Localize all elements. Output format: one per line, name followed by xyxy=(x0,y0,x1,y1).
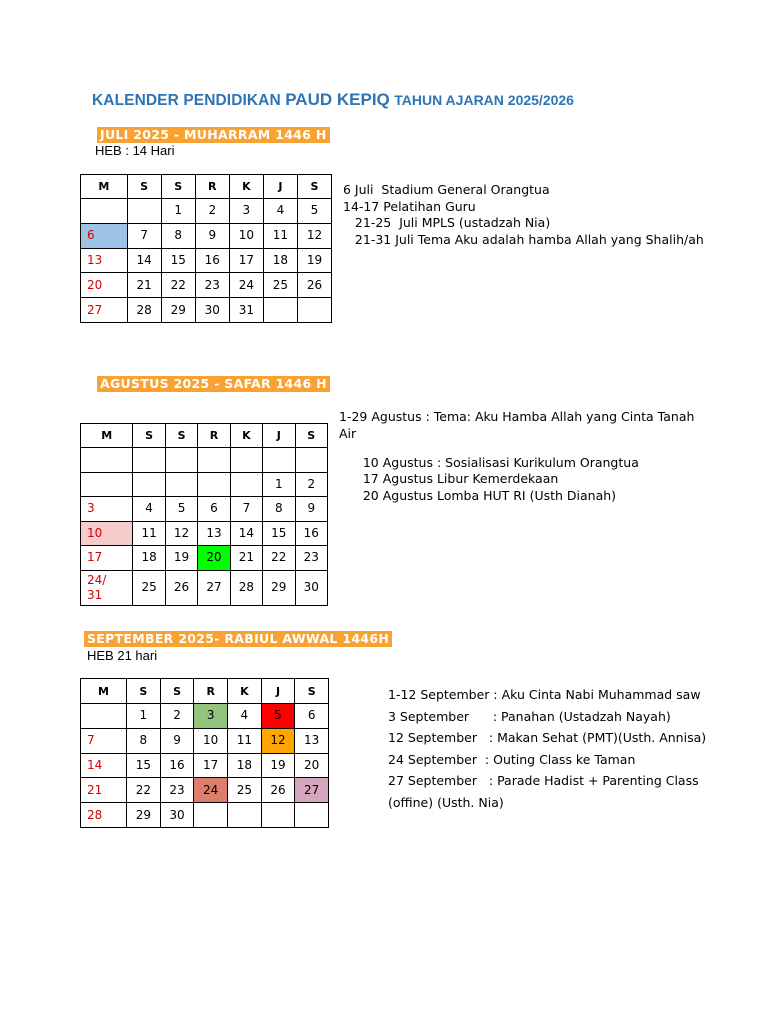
day-cell xyxy=(228,803,262,828)
day-cell xyxy=(263,448,295,473)
day-cell: 9 xyxy=(195,223,229,248)
weekday-header: R xyxy=(195,175,229,199)
day-cell xyxy=(127,199,161,224)
day-cell: 28 xyxy=(230,570,262,605)
note-line: 21-25 Juli MPLS (ustadzah Nia) xyxy=(343,215,551,230)
day-cell: 10 xyxy=(229,223,263,248)
day-cell: 6 xyxy=(81,223,128,248)
day-cell: 23 xyxy=(160,778,194,803)
day-cell: 22 xyxy=(161,273,195,298)
day-cell: 1 xyxy=(161,199,195,224)
day-cell: 9 xyxy=(160,728,194,753)
day-cell: 30 xyxy=(195,298,229,323)
notes-august xyxy=(339,409,694,504)
weekday-header: S xyxy=(127,175,161,199)
day-cell xyxy=(194,803,228,828)
day-cell xyxy=(295,448,327,473)
weekday-header: S xyxy=(127,679,161,704)
title-part-3: TAHUN AJARAN 2025/2026 xyxy=(394,92,574,108)
day-cell: 7 xyxy=(230,497,262,522)
day-cell: 21 xyxy=(81,778,127,803)
day-cell: 2 xyxy=(295,472,327,497)
day-cell: 26 xyxy=(297,273,331,298)
day-cell: 31 xyxy=(229,298,263,323)
week-row xyxy=(81,546,328,571)
day-cell: 17 xyxy=(194,753,228,778)
day-cell: 20 xyxy=(198,546,230,571)
day-cell: 23 xyxy=(195,273,229,298)
day-cell: 24 xyxy=(194,778,228,803)
day-cell: 9 xyxy=(295,497,327,522)
day-cell: 27 xyxy=(295,778,329,803)
weekday-header: S xyxy=(295,679,329,704)
note-line xyxy=(339,442,694,455)
day-cell xyxy=(295,803,329,828)
week-row xyxy=(81,448,328,473)
day-cell: 11 xyxy=(263,223,297,248)
day-cell: 10 xyxy=(194,728,228,753)
weekday-header: R xyxy=(198,424,230,448)
day-cell: 18 xyxy=(228,753,262,778)
weekday-header: J xyxy=(263,424,295,448)
day-cell: 1 xyxy=(127,704,161,729)
day-cell: 18 xyxy=(133,546,165,571)
week-row xyxy=(81,728,329,753)
day-cell: 28 xyxy=(127,298,161,323)
day-cell: 19 xyxy=(261,753,295,778)
day-cell xyxy=(165,472,197,497)
day-cell xyxy=(165,448,197,473)
day-cell: 4 xyxy=(263,199,297,224)
weekday-header: M xyxy=(81,175,128,199)
note-line: 1-12 September : Aku Cinta Nabi Muhammad saw xyxy=(388,687,701,702)
day-cell: 29 xyxy=(263,570,295,605)
day-cell: 6 xyxy=(295,704,329,729)
day-cell xyxy=(133,448,165,473)
note-line: 6 Juli Stadium General Orangtua xyxy=(343,182,550,197)
day-cell: 8 xyxy=(263,497,295,522)
day-cell xyxy=(81,448,133,473)
day-cell: 14 xyxy=(81,753,127,778)
day-cell: 29 xyxy=(127,803,161,828)
note-line: 12 September : Makan Sehat (PMT)(Usth. Annisa) xyxy=(388,730,707,745)
note-line: 24 September : Outing Class ke Taman xyxy=(388,751,636,767)
note-line: 10 Agustus : Sosialisasi Kurikulum Orangtua xyxy=(339,454,639,470)
day-cell: 12 xyxy=(261,728,295,753)
day-cell: 3 xyxy=(194,704,228,729)
day-cell: 15 xyxy=(263,521,295,546)
day-cell: 13 xyxy=(295,728,329,753)
day-cell: 2 xyxy=(160,704,194,729)
weekday-header: K xyxy=(230,424,262,448)
day-cell: 23 xyxy=(295,546,327,571)
day-cell: 1 xyxy=(263,472,295,497)
week-row xyxy=(81,298,332,323)
note-line: 27 September : Parade Hadist + Parenting Class xyxy=(388,773,699,788)
weekday-header: R xyxy=(194,679,228,704)
day-cell: 16 xyxy=(195,248,229,273)
day-cell: 20 xyxy=(81,273,128,298)
note-line: 17 Agustus Libur Kemerdekaan xyxy=(339,471,559,486)
day-cell: 7 xyxy=(81,728,127,753)
weekday-header: J xyxy=(263,175,297,199)
notes-july xyxy=(343,182,704,248)
weekday-header: K xyxy=(229,175,263,199)
weekday-header: S xyxy=(161,175,195,199)
day-cell: 12 xyxy=(165,521,197,546)
week-row xyxy=(81,273,332,298)
day-cell: 16 xyxy=(160,753,194,778)
note-line: 20 Agustus Lomba HUT RI (Usth Dianah) xyxy=(339,487,617,503)
month-banner-august: AGUSTUS 2025 - SAFAR 1446 H xyxy=(97,376,330,392)
weekday-header: S xyxy=(133,424,165,448)
day-cell: 25 xyxy=(228,778,262,803)
weekday-header: S xyxy=(165,424,197,448)
day-cell: 11 xyxy=(228,728,262,753)
week-row xyxy=(81,223,332,248)
day-cell: 12 xyxy=(297,223,331,248)
day-cell: 24/ 31 xyxy=(81,570,133,605)
calendar-september xyxy=(80,678,329,828)
weekday-header: K xyxy=(228,679,262,704)
day-cell: 8 xyxy=(161,223,195,248)
week-row xyxy=(81,570,328,605)
day-cell: 17 xyxy=(81,546,133,571)
heb-july: HEB : 14 Hari xyxy=(95,143,175,158)
day-cell: 4 xyxy=(228,704,262,729)
day-cell: 8 xyxy=(127,728,161,753)
month-banner-july: JULI 2025 - MUHARRAM 1446 H xyxy=(97,127,330,143)
day-cell: 5 xyxy=(261,704,295,729)
day-cell: 21 xyxy=(127,273,161,298)
day-cell xyxy=(261,803,295,828)
week-row xyxy=(81,199,332,224)
day-cell: 3 xyxy=(229,199,263,224)
note-line: 21-31 Juli Tema Aku adalah hamba Allah yang Shalih/ah xyxy=(343,231,704,247)
day-cell: 25 xyxy=(133,570,165,605)
week-row xyxy=(81,497,328,522)
week-row xyxy=(81,778,329,803)
note-line: 14-17 Pelatihan Guru xyxy=(343,198,476,214)
week-row xyxy=(81,753,329,778)
day-cell: 15 xyxy=(161,248,195,273)
day-cell: 15 xyxy=(127,753,161,778)
day-cell: 5 xyxy=(297,199,331,224)
day-cell: 16 xyxy=(295,521,327,546)
day-cell: 10 xyxy=(81,521,133,546)
day-cell: 4 xyxy=(133,497,165,522)
day-cell xyxy=(133,472,165,497)
day-cell: 19 xyxy=(165,546,197,571)
calendar-august xyxy=(80,423,328,606)
day-cell: 27 xyxy=(198,570,230,605)
day-cell xyxy=(230,472,262,497)
day-cell: 14 xyxy=(127,248,161,273)
calendar-july xyxy=(80,174,332,323)
note-line: 1-29 Agustus : Tema: Aku Hamba Allah yang Cinta Tanah xyxy=(339,409,695,424)
day-cell: 7 xyxy=(127,223,161,248)
weekday-header: S xyxy=(297,175,331,199)
day-cell: 21 xyxy=(230,546,262,571)
day-cell: 28 xyxy=(81,803,127,828)
day-cell: 24 xyxy=(229,273,263,298)
note-line: (offine) (Usth. Nia) xyxy=(388,794,504,810)
day-cell: 5 xyxy=(165,497,197,522)
day-cell: 11 xyxy=(133,521,165,546)
day-cell: 29 xyxy=(161,298,195,323)
day-cell xyxy=(81,199,128,224)
day-cell xyxy=(297,298,331,323)
week-row xyxy=(81,704,329,729)
title-part-1: KALENDER PENDIDIKAN xyxy=(92,92,281,109)
day-cell xyxy=(81,704,127,729)
note-line: 3 September : Panahan (Ustadzah Nayah) xyxy=(388,708,671,724)
day-cell: 30 xyxy=(295,570,327,605)
notes-september xyxy=(388,684,706,813)
day-cell: 2 xyxy=(195,199,229,224)
note-line: Air xyxy=(339,425,357,441)
week-row xyxy=(81,521,328,546)
day-cell: 25 xyxy=(263,273,297,298)
day-cell xyxy=(81,472,133,497)
day-cell: 6 xyxy=(198,497,230,522)
day-cell: 27 xyxy=(81,298,128,323)
day-cell: 18 xyxy=(263,248,297,273)
day-cell: 22 xyxy=(127,778,161,803)
page-title xyxy=(92,90,574,110)
month-banner-september: SEPTEMBER 2025- RABIUL AWWAL 1446H xyxy=(84,631,392,647)
week-row xyxy=(81,248,332,273)
weekday-header: J xyxy=(261,679,295,704)
weekday-header: M xyxy=(81,424,133,448)
title-part-2: PAUD KEPIQ xyxy=(285,90,390,109)
day-cell: 14 xyxy=(230,521,262,546)
weekday-header: S xyxy=(160,679,194,704)
day-cell: 22 xyxy=(263,546,295,571)
day-cell: 17 xyxy=(229,248,263,273)
day-cell: 3 xyxy=(81,497,133,522)
day-cell: 20 xyxy=(295,753,329,778)
day-cell: 13 xyxy=(198,521,230,546)
day-cell xyxy=(263,298,297,323)
day-cell: 26 xyxy=(261,778,295,803)
day-cell: 19 xyxy=(297,248,331,273)
day-cell: 13 xyxy=(81,248,128,273)
day-cell xyxy=(198,472,230,497)
weekday-header: M xyxy=(81,679,127,704)
week-row xyxy=(81,472,328,497)
heb-september: HEB 21 hari xyxy=(87,648,158,663)
day-cell xyxy=(230,448,262,473)
day-cell: 30 xyxy=(160,803,194,828)
day-cell: 26 xyxy=(165,570,197,605)
day-cell xyxy=(198,448,230,473)
week-row xyxy=(81,803,329,828)
weekday-header: S xyxy=(295,424,327,448)
